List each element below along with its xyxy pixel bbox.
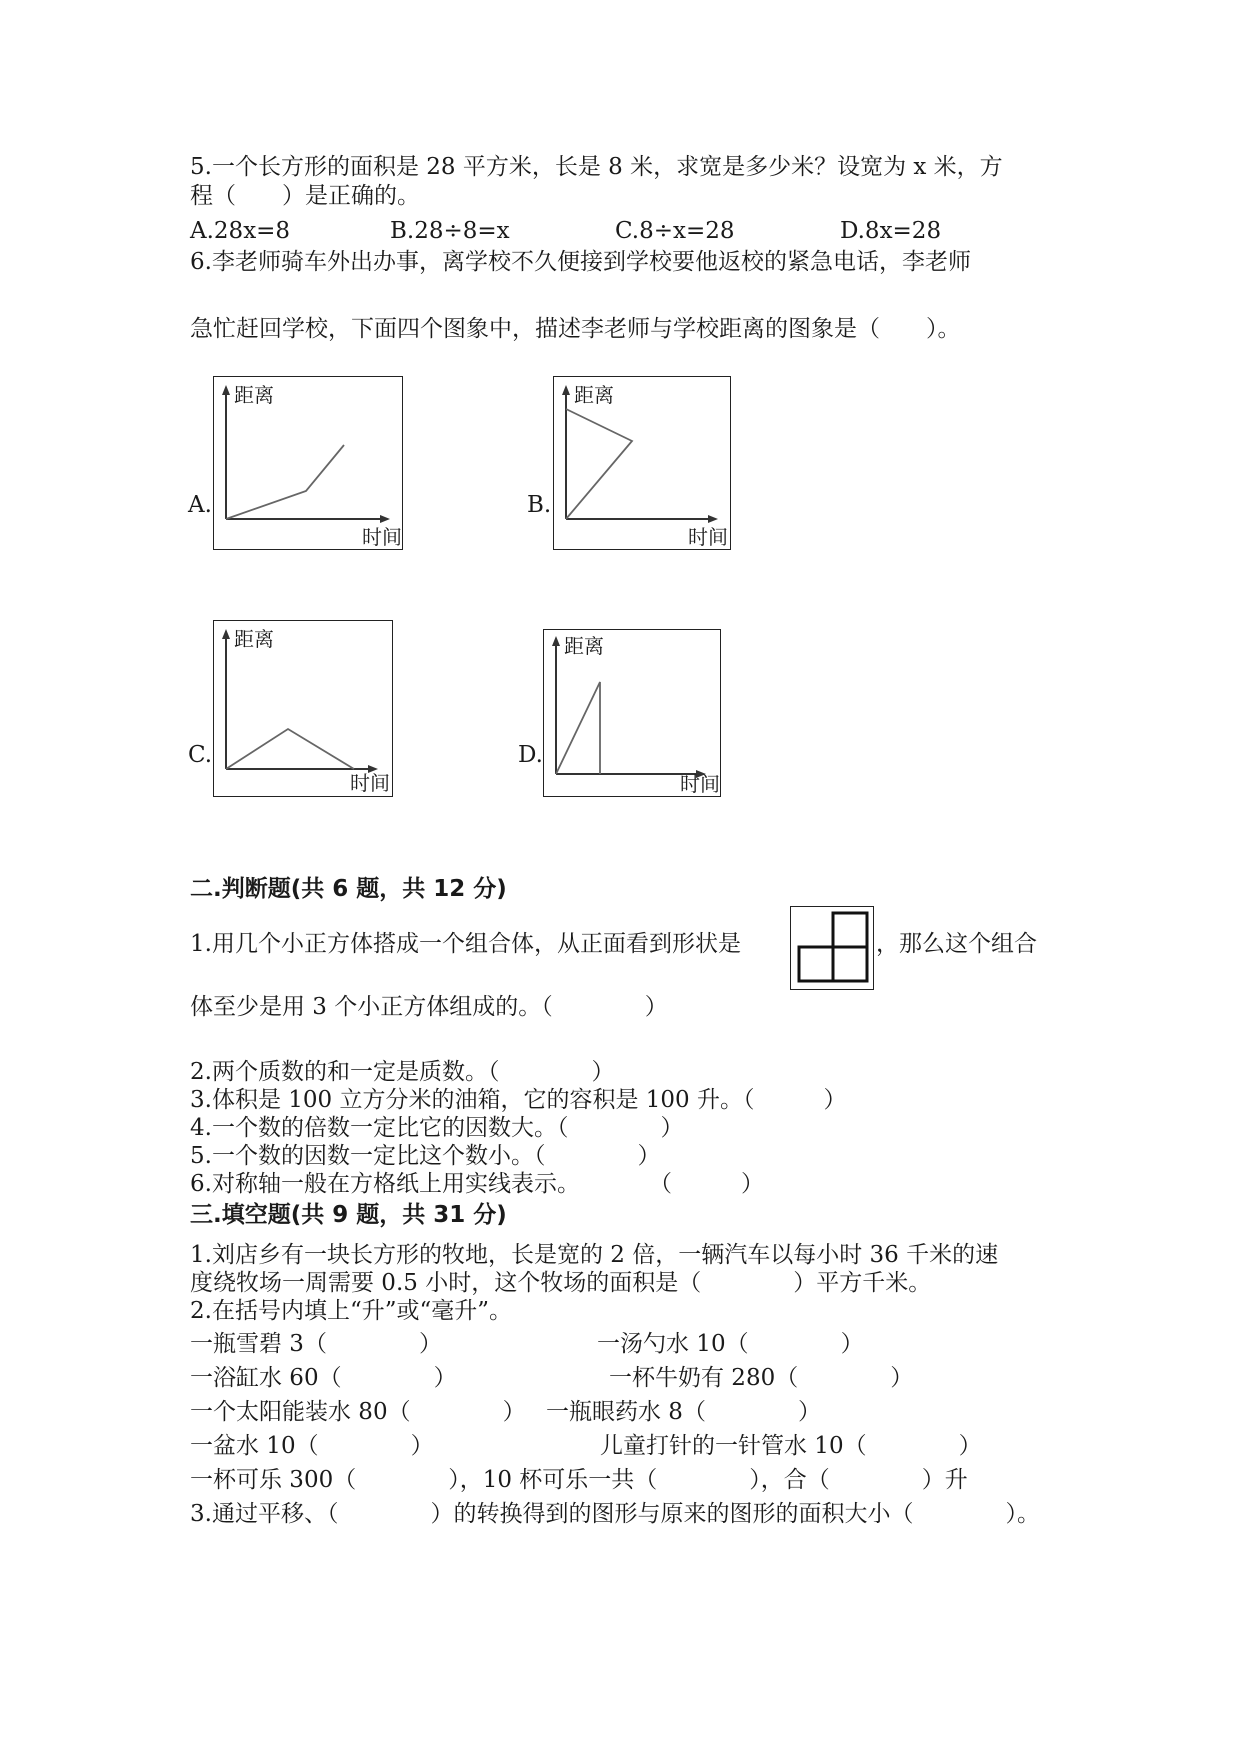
graph-c-line bbox=[226, 729, 354, 769]
s2-q2: 2.两个质数的和一定是质数。（ ） bbox=[190, 1059, 615, 1085]
q6-line2: 急忙赶回学校，下面四个图象中，描述李老师与学校距离的图象是（ ）。 bbox=[190, 316, 961, 342]
q5-option-d: D.8x=28 bbox=[840, 218, 942, 244]
graph-a bbox=[213, 376, 403, 550]
graph-a-ylabel: 距离 bbox=[234, 383, 274, 407]
q5-line2: 程（ ）是正确的。 bbox=[190, 183, 420, 209]
front-view-figure bbox=[790, 906, 874, 990]
s2-q6: 6.对称轴一般在方格纸上用实线表示。 （ ） bbox=[190, 1171, 764, 1197]
s2-q3: 3.体积是 100 立方分米的油箱，它的容积是 100 升。（ ） bbox=[190, 1087, 847, 1113]
graph-b-line bbox=[566, 409, 632, 519]
graph-a-xlabel: 时间 bbox=[362, 525, 402, 549]
s2-q1-part2: ，那么这个组合 bbox=[876, 931, 1037, 957]
s3-pair1-left: 一瓶雪碧 3（ ） bbox=[190, 1331, 442, 1357]
s2-q4: 4.一个数的倍数一定比它的因数大。（ ） bbox=[190, 1115, 684, 1141]
s3-pair4-left: 一盆水 10（ ） bbox=[190, 1433, 434, 1459]
graph-a-line bbox=[226, 445, 344, 519]
q5-option-c: C.8÷x=28 bbox=[615, 218, 735, 244]
q5-line1: 5.一个长方形的面积是 28 平方米，长是 8 米，求宽是多少米？设宽为 x 米，方 bbox=[190, 154, 1003, 180]
section3-title: 三.填空题(共 9 题，共 31 分) bbox=[190, 1202, 507, 1228]
graph-d bbox=[543, 629, 721, 797]
s2-q5: 5.一个数的因数一定比这个数小。（ ） bbox=[190, 1143, 661, 1169]
s3-pair4-right: 儿童打针的一针管水 10（ ） bbox=[600, 1433, 982, 1459]
graph-d-xlabel: 时间 bbox=[680, 772, 720, 796]
graph-c-xlabel: 时间 bbox=[350, 771, 390, 795]
graph-c-label: C. bbox=[188, 742, 213, 768]
s3-q1-line2: 度绕牧场一周需要 0.5 小时，这个牧场的面积是（ ）平方千米。 bbox=[190, 1270, 932, 1296]
s3-pair3-left: 一个太阳能装水 80（ ） bbox=[190, 1399, 526, 1425]
q5-option-a: A.28x=8 bbox=[190, 218, 291, 244]
s3-cola: 一杯可乐 300（ ），10 杯可乐一共（ ），合（ ）升 bbox=[190, 1467, 968, 1493]
s3-pair1-right: 一汤勺水 10（ ） bbox=[597, 1331, 864, 1357]
graph-b-xlabel: 时间 bbox=[688, 525, 728, 549]
front-view-cubes bbox=[791, 907, 873, 989]
graph-b-ylabel: 距离 bbox=[574, 383, 614, 407]
s2-q1-part1: 1.用几个小正方体搭成一个组合体，从正面看到形状是 bbox=[190, 931, 741, 957]
s3-pair3-right: 一瓶眼药水 8（ ） bbox=[546, 1399, 821, 1425]
s3-pair2-left: 一浴缸水 60（ ） bbox=[190, 1365, 457, 1391]
section2-title: 二.判断题(共 6 题，共 12 分) bbox=[190, 876, 507, 902]
graph-c bbox=[213, 620, 393, 797]
graph-d-line bbox=[556, 682, 600, 774]
s2-q1-line2: 体至少是用 3 个小正方体组成的。（ ） bbox=[190, 994, 668, 1020]
graph-d-ylabel: 距离 bbox=[564, 634, 604, 658]
s3-q2-title: 2.在括号内填上“升”或“毫升”。 bbox=[190, 1298, 512, 1324]
s3-pair2-right: 一杯牛奶有 280（ ） bbox=[609, 1365, 914, 1391]
graph-d-label: D. bbox=[518, 742, 543, 768]
graph-c-ylabel: 距离 bbox=[234, 627, 274, 651]
q6-line1: 6.李老师骑车外出办事，离学校不久便接到学校要他返校的紧急电话，李老师 bbox=[190, 249, 971, 275]
q5-option-b: B.28÷8=x bbox=[390, 218, 510, 244]
s3-q1-line1: 1.刘店乡有一块长方形的牧地，长是宽的 2 倍，一辆汽车以每小时 36 千米的速 bbox=[190, 1242, 999, 1268]
graph-b bbox=[553, 376, 731, 550]
graph-a-label: A. bbox=[188, 492, 212, 518]
graph-b-label: B. bbox=[527, 492, 552, 518]
s3-q3: 3.通过平移、（ ）的转换得到的图形与原来的图形的面积大小（ ）。 bbox=[190, 1501, 1040, 1527]
